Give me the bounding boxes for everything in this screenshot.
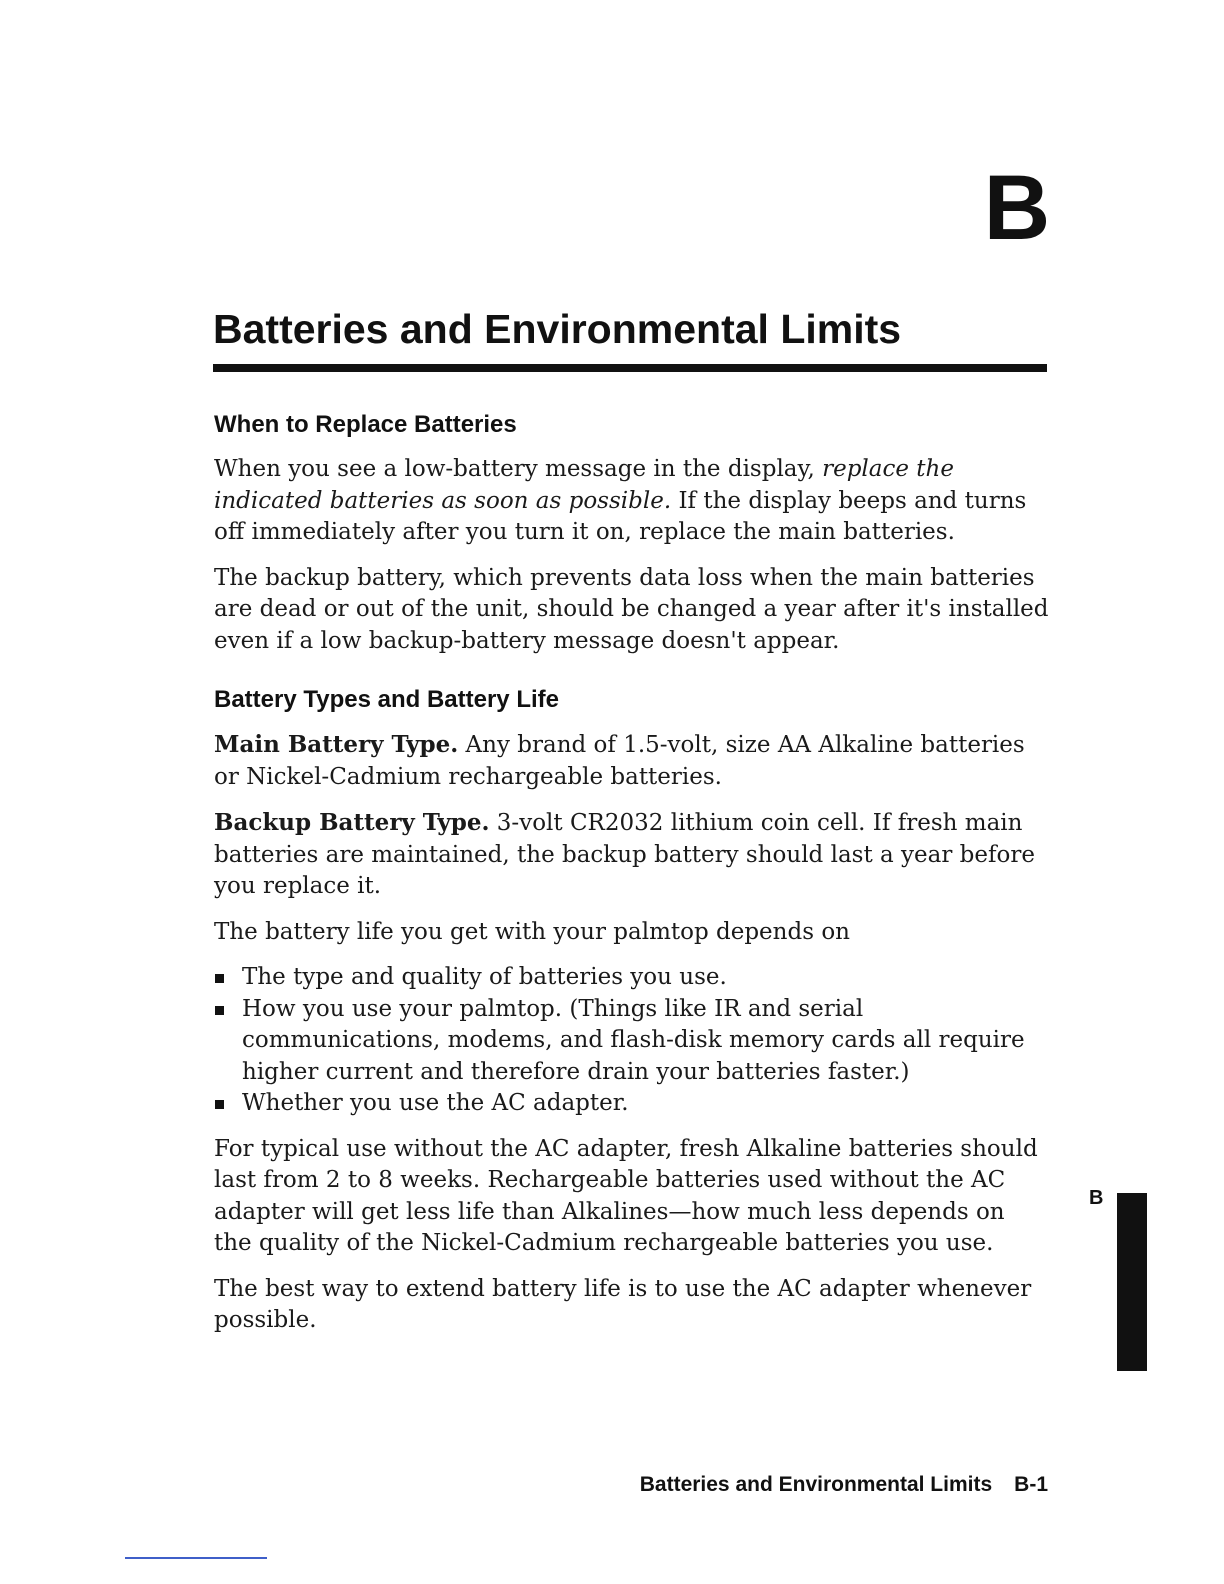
paragraph-low-battery-emphasis: replace the indicated batteries as soon as possible. xyxy=(214,456,954,514)
paragraph-backup-battery-type xyxy=(214,807,1049,903)
paragraph-main-battery-type xyxy=(214,729,1049,793)
paragraph-low-battery-text-b: If the display beeps and turns off immediately after you turn it on, replace the main batteries. xyxy=(214,487,1027,545)
list-item-text: The type and quality of batteries you use. xyxy=(242,964,727,990)
section-heading-when-to-replace: When to Replace Batteries xyxy=(214,411,517,438)
footer-title: Batteries and Environmental Limits xyxy=(639,1473,993,1496)
section-heading-battery-types: Battery Types and Battery Life xyxy=(214,686,559,713)
chapter-letter: B xyxy=(983,157,1051,259)
paragraph-best-way: The best way to extend battery life is to use the AC adapter whenever possible. xyxy=(214,1275,1032,1333)
backup-battery-type-label: Backup Battery Type. xyxy=(214,809,490,836)
title-rule xyxy=(213,364,1047,372)
scan-artifact-line xyxy=(125,1557,267,1559)
list-item-text: Whether you use the AC adapter. xyxy=(242,1090,629,1116)
page-number: B-1 xyxy=(1014,1473,1048,1496)
side-tab-bar xyxy=(1117,1193,1147,1371)
list-item-text: How you use your palmtop. (Things like IR and serial communications, modems, and flash-disk memory cards all require higher current and therefore drain your batteries faster.) xyxy=(242,995,1025,1085)
list-item xyxy=(214,1088,1049,1120)
paragraph-battery-life-intro: The battery life you get with your palmtop depends on xyxy=(214,918,850,945)
page-content xyxy=(214,408,1049,1351)
list-item xyxy=(214,994,1049,1089)
paragraph-typical-use: For typical use without the AC adapter, fresh Alkaline batteries should last from 2 to 8 weeks. Rechargeable batteries used without the AC adapter will get less life than Alkalines—how much less depends on the quality of the Nickel-Cadmium rechargeable batteries you use. xyxy=(214,1135,1038,1256)
backup-battery-type-text: 3-volt CR2032 lithium coin cell. If fresh main batteries are maintained, the backup battery should last a year before you replace it. xyxy=(214,810,1035,899)
main-battery-type-label: Main Battery Type. xyxy=(214,731,459,758)
paragraph-low-battery-text-a: When you see a low-battery message in the display, xyxy=(214,456,823,482)
list-item xyxy=(214,962,1049,994)
battery-life-factors-list xyxy=(214,962,1049,1120)
main-battery-type-text: Any brand of 1.5-volt, size AA Alkaline batteries or Nickel-Cadmium rechargeable batteries. xyxy=(214,732,1025,790)
chapter-title: Batteries and Environmental Limits xyxy=(213,306,902,352)
square-bullet-icon xyxy=(215,1006,224,1015)
paragraph-low-battery xyxy=(214,454,1049,549)
paragraph-backup-battery: The backup battery, which prevents data loss when the main batteries are dead or out of the unit, should be changed a year after it's installed even if a low backup-battery message doesn't appear. xyxy=(214,564,1049,654)
square-bullet-icon xyxy=(215,974,224,983)
page-footer xyxy=(540,1470,1048,1500)
side-tab-letter: B xyxy=(1089,1187,1104,1209)
square-bullet-icon xyxy=(215,1100,224,1109)
